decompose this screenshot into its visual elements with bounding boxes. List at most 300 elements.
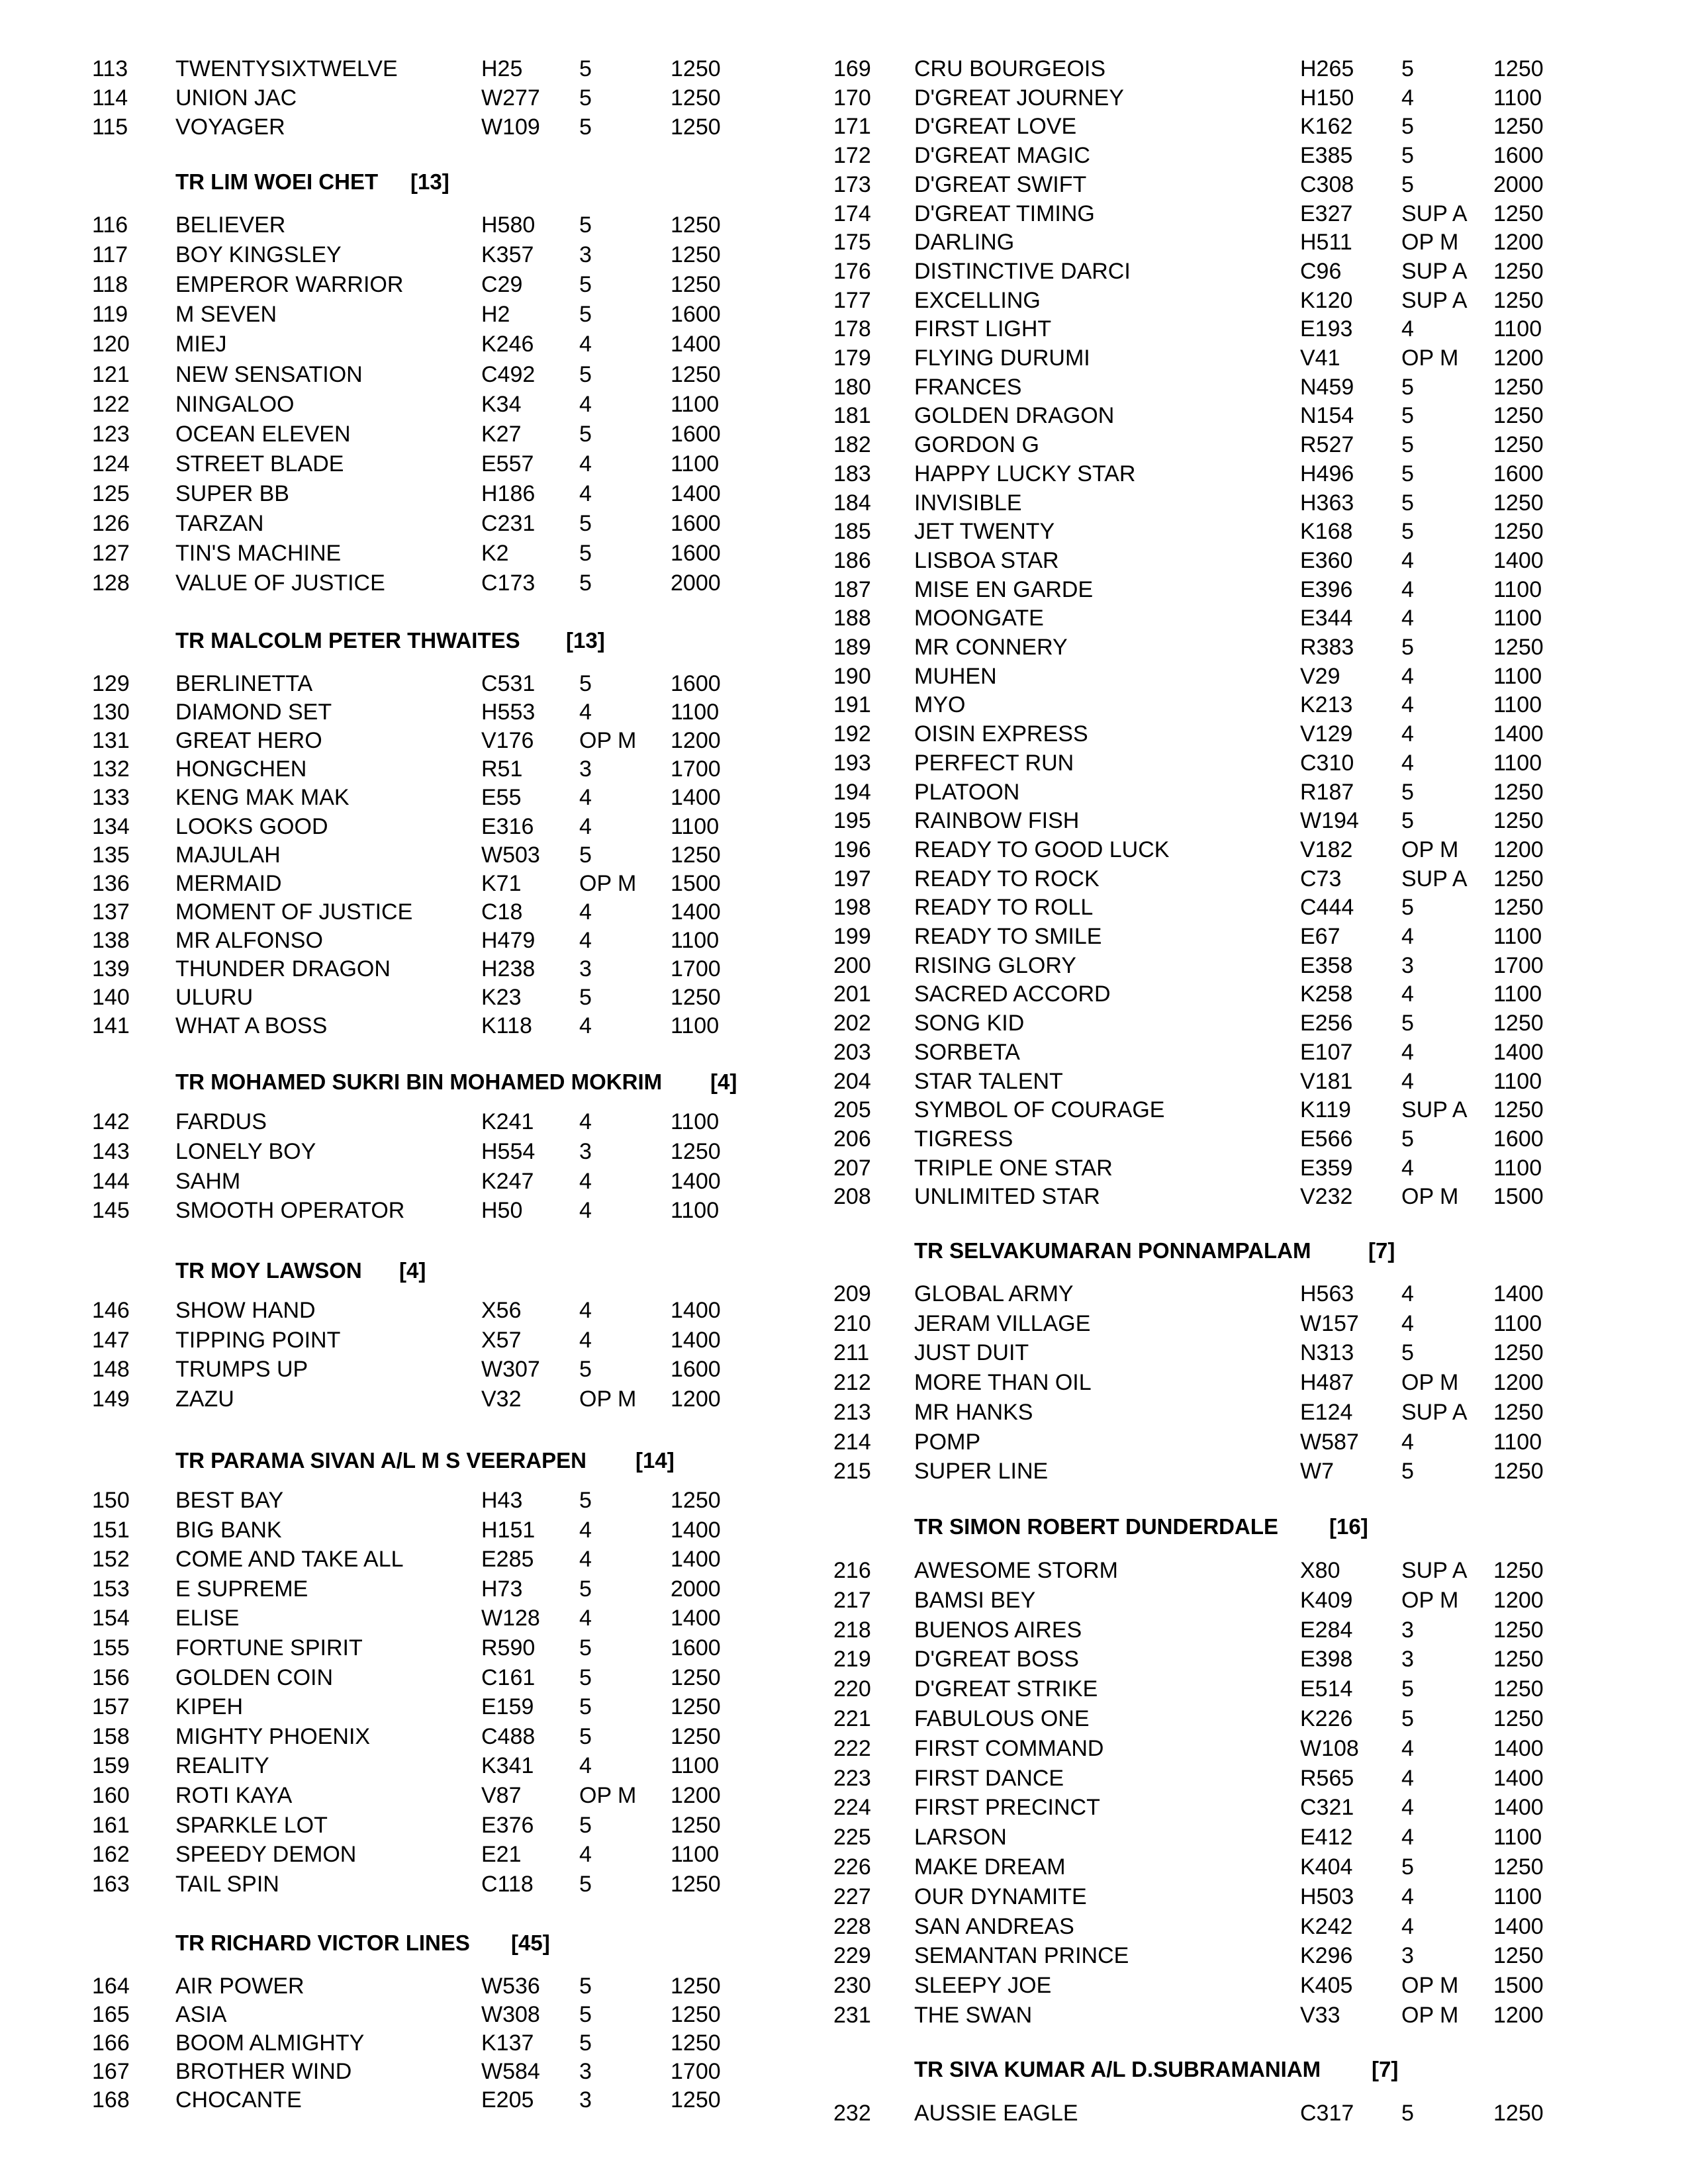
horse-code: H553	[481, 700, 536, 725]
horse-code: C161	[481, 1664, 536, 1690]
entry-number: 114	[92, 85, 128, 111]
table-row	[0, 897, 861, 927]
horse-code: C29	[481, 272, 523, 298]
race-class: 5	[579, 1694, 592, 1720]
horse-name: TWENTYSIXTWELVE	[175, 56, 398, 81]
distance: 1600	[671, 1357, 721, 1383]
distance: 1700	[1493, 952, 1544, 978]
horse-code: K242	[1300, 1913, 1353, 1939]
race-class: 5	[579, 272, 592, 298]
table-row	[0, 2000, 861, 2029]
entry-number: 165	[92, 2002, 130, 2028]
table-row	[0, 1663, 861, 1692]
entry-number: 167	[92, 2059, 130, 2085]
horse-code: W587	[1300, 1429, 1359, 1455]
horse-code: E284	[1300, 1617, 1353, 1643]
horse-code: R527	[1300, 432, 1354, 458]
distance: 1100	[1493, 981, 1542, 1007]
horse-code: E358	[1300, 952, 1353, 978]
horse-name: BEST BAY	[175, 1488, 284, 1513]
horse-code: C444	[1300, 895, 1354, 921]
horse-name: THE SWAN	[914, 2003, 1033, 2028]
horse-code: V129	[1300, 721, 1353, 747]
horse-name: BOOM ALMIGHTY	[175, 2030, 365, 2056]
race-class: SUP A	[1401, 287, 1468, 313]
entry-number: 121	[92, 361, 130, 387]
distance: 1100	[1493, 663, 1542, 689]
distance: 1200	[671, 1387, 721, 1412]
race-class: 5	[579, 114, 592, 140]
table-row	[0, 669, 861, 698]
distance: 1250	[1493, 374, 1544, 400]
race-class: 4	[1401, 316, 1414, 342]
entry-number: 176	[833, 258, 871, 284]
trainer-header	[739, 2055, 1600, 2084]
race-class: 4	[1401, 924, 1414, 949]
horse-name: SUPER LINE	[914, 1459, 1049, 1484]
table-row	[739, 1734, 1600, 1763]
table-row	[739, 1309, 1600, 1338]
horse-code: K118	[481, 1013, 532, 1039]
entry-number: 172	[833, 143, 871, 169]
horse-name: UNLIMITED STAR	[914, 1184, 1100, 1210]
entry-number: 148	[92, 1357, 130, 1383]
distance: 1100	[671, 1198, 720, 1224]
distance: 1250	[671, 1812, 721, 1838]
table-row	[739, 1586, 1600, 1615]
horse-code: R187	[1300, 779, 1354, 805]
entry-number: 214	[833, 1429, 871, 1455]
race-class: 3	[579, 2087, 592, 2113]
horse-code: K119	[1300, 1097, 1351, 1123]
horse-code: K246	[481, 332, 534, 357]
table-row	[739, 690, 1600, 719]
table-row	[739, 633, 1600, 662]
horse-name: INVISIBLE	[914, 490, 1022, 516]
trainer-count: [45]	[511, 1931, 550, 1955]
trainer-header	[0, 1256, 861, 1285]
horse-name: LISBOA STAR	[914, 547, 1059, 573]
race-class: 4	[1401, 721, 1414, 747]
horse-name: MORE THAN OIL	[914, 1370, 1092, 1396]
horse-code: H554	[481, 1138, 536, 1164]
horse-name: OCEAN ELEVEN	[175, 421, 351, 447]
distance: 1600	[671, 421, 721, 447]
horse-name: ROTI KAYA	[175, 1783, 293, 1808]
horse-code: K27	[481, 421, 522, 447]
horse-name: SPEEDY DEMON	[175, 1842, 357, 1868]
horse-name: KIPEH	[175, 1694, 244, 1720]
distance: 1250	[1493, 287, 1544, 313]
race-class: SUP A	[1401, 1558, 1468, 1583]
entry-number: 210	[833, 1310, 871, 1336]
entry-number: 120	[92, 332, 130, 357]
race-class: 4	[1401, 1155, 1414, 1181]
table-row	[739, 1368, 1600, 1397]
distance: 1250	[1493, 779, 1544, 805]
entry-number: 145	[92, 1198, 130, 1224]
horse-name: MIGHTY PHOENIX	[175, 1723, 371, 1749]
race-class: 5	[579, 1488, 592, 1513]
horse-code: E327	[1300, 201, 1353, 226]
table-row	[0, 754, 861, 784]
entry-number: 135	[92, 842, 130, 868]
horse-name: WHAT A BOSS	[175, 1013, 328, 1039]
distance: 1250	[1493, 201, 1544, 226]
distance: 1400	[671, 1327, 721, 1353]
horse-name: GOLDEN DRAGON	[914, 403, 1115, 429]
entry-number: 117	[92, 242, 128, 268]
horse-code: H186	[481, 480, 536, 506]
trainer-header	[0, 1929, 861, 1958]
table-row	[739, 401, 1600, 430]
horse-code: K341	[481, 1753, 534, 1779]
horse-name: MAKE DREAM	[914, 1854, 1066, 1880]
table-row	[739, 1941, 1600, 1970]
table-row	[0, 1107, 861, 1136]
table-row	[739, 2001, 1600, 2030]
entry-number: 163	[92, 1871, 130, 1897]
entry-number: 182	[833, 432, 871, 458]
horse-name: FARDUS	[175, 1109, 267, 1134]
horse-code: H363	[1300, 490, 1354, 516]
horse-name: TRUMPS UP	[175, 1357, 308, 1383]
table-row	[739, 1154, 1600, 1183]
horse-name: THUNDER DRAGON	[175, 956, 391, 981]
distance: 1250	[671, 2087, 721, 2113]
horse-name: MOMENT OF JUSTICE	[175, 899, 413, 925]
distance: 1600	[1493, 143, 1544, 169]
entry-number: 203	[833, 1039, 871, 1065]
horse-name: GLOBAL ARMY	[914, 1281, 1074, 1306]
distance: 1100	[1493, 316, 1542, 342]
race-class: 4	[1401, 1310, 1414, 1336]
race-class: 5	[579, 1812, 592, 1838]
horse-code: V33	[1300, 2003, 1340, 2028]
horse-code: K213	[1300, 692, 1353, 718]
horse-code: K258	[1300, 981, 1353, 1007]
race-class: 4	[1401, 750, 1414, 776]
horse-code: E359	[1300, 1155, 1353, 1181]
distance: 1500	[671, 870, 721, 896]
entry-number: 208	[833, 1184, 871, 1210]
horse-name: CHOCANTE	[175, 2087, 302, 2113]
table-row	[0, 1692, 861, 1721]
entry-number: 150	[92, 1488, 130, 1513]
entry-number: 152	[92, 1547, 130, 1572]
horse-name: GREAT HERO	[175, 728, 322, 754]
horse-code: E557	[481, 451, 534, 477]
table-row	[739, 257, 1600, 286]
table-row	[0, 1486, 861, 1515]
entry-number: 156	[92, 1664, 130, 1690]
race-class: 5	[579, 2030, 592, 2056]
race-class: 3	[1401, 1617, 1414, 1643]
distance: 1100	[671, 391, 720, 417]
distance: 1200	[1493, 230, 1544, 255]
entry-number: 174	[833, 201, 871, 226]
horse-name: STAR TALENT	[914, 1068, 1063, 1094]
race-class: 3	[1401, 1943, 1414, 1969]
table-row	[739, 1124, 1600, 1154]
race-class: 5	[1401, 143, 1414, 169]
horse-name: READY TO ROCK	[914, 866, 1100, 891]
horse-code: R590	[481, 1635, 536, 1661]
distance: 1250	[1493, 2101, 1544, 2126]
horse-code: V181	[1300, 1068, 1353, 1094]
table-row	[739, 979, 1600, 1009]
race-class: 5	[579, 511, 592, 536]
horse-name: ZAZU	[175, 1387, 234, 1412]
horse-name: SAN ANDREAS	[914, 1913, 1074, 1939]
entry-number: 215	[833, 1459, 871, 1484]
race-class: 3	[579, 2059, 592, 2085]
horse-code: H2	[481, 302, 510, 328]
distance: 2000	[671, 1576, 721, 1602]
race-class: 5	[579, 1723, 592, 1749]
table-row	[739, 286, 1600, 315]
table-row	[739, 1279, 1600, 1308]
distance: 1600	[671, 541, 721, 567]
horse-code: V182	[1300, 837, 1353, 862]
entry-number: 181	[833, 403, 871, 429]
entry-number: 192	[833, 721, 871, 747]
table-row	[739, 1556, 1600, 1585]
horse-name: FLYING DURUMI	[914, 345, 1090, 371]
table-row	[0, 726, 861, 755]
race-class: 5	[579, 302, 592, 328]
horse-code: K137	[481, 2030, 534, 2056]
entry-number: 162	[92, 1842, 130, 1868]
entry-number: 207	[833, 1155, 871, 1181]
entry-number: 201	[833, 981, 871, 1007]
distance: 1100	[1493, 1884, 1542, 1909]
table-row	[739, 1095, 1600, 1124]
horse-name: MR HANKS	[914, 1399, 1033, 1425]
race-class: 5	[579, 570, 592, 596]
race-class: 3	[579, 242, 592, 268]
race-class: 4	[1401, 1039, 1414, 1065]
horse-code: E396	[1300, 576, 1353, 602]
race-class: 5	[1401, 1459, 1414, 1484]
distance: 1600	[671, 671, 721, 696]
race-class: 4	[1401, 1825, 1414, 1850]
horse-code: W584	[481, 2059, 540, 2085]
distance: 1700	[671, 2059, 721, 2085]
trainer-name: TR LIM WOEI CHET	[175, 169, 379, 194]
table-row	[0, 1574, 861, 1604]
distance: 1250	[1493, 635, 1544, 660]
table-row	[0, 54, 861, 83]
entry-number: 169	[833, 56, 871, 81]
horse-code: H563	[1300, 1281, 1354, 1306]
table-row	[0, 926, 861, 955]
distance: 1250	[671, 1488, 721, 1513]
horse-code: K226	[1300, 1706, 1353, 1731]
table-row	[0, 569, 861, 598]
race-class: 5	[1401, 114, 1414, 140]
distance: 1250	[1493, 258, 1544, 284]
table-row	[739, 778, 1600, 807]
horse-name: LARSON	[914, 1825, 1007, 1850]
horse-code: C488	[481, 1723, 536, 1749]
entry-number: 180	[833, 374, 871, 400]
horse-name: SORBETA	[914, 1039, 1020, 1065]
distance: 1400	[671, 1517, 721, 1543]
entry-number: 168	[92, 2087, 130, 2113]
table-row	[0, 1011, 861, 1040]
race-class: 4	[579, 700, 592, 725]
horse-name: D'GREAT JOURNEY	[914, 85, 1124, 111]
horse-name: SONG KID	[914, 1011, 1025, 1036]
trainer-header	[0, 1068, 861, 1097]
table-row	[739, 1067, 1600, 1096]
horse-name: PERFECT RUN	[914, 750, 1074, 776]
table-row	[739, 922, 1600, 951]
entry-number: 143	[92, 1138, 130, 1164]
table-row	[0, 420, 861, 449]
table-row	[0, 1516, 861, 1545]
entry-number: 173	[833, 171, 871, 197]
race-class: 4	[579, 1547, 592, 1572]
race-class: 5	[1401, 403, 1414, 429]
entry-number: 154	[92, 1606, 130, 1631]
entry-number: 125	[92, 480, 130, 506]
horse-name: SEMANTAN PRINCE	[914, 1943, 1129, 1969]
entry-number: 197	[833, 866, 871, 891]
race-class: 4	[1401, 981, 1414, 1007]
race-class: 5	[1401, 808, 1414, 834]
race-class: 4	[579, 1606, 592, 1631]
horse-code: E376	[481, 1812, 534, 1838]
table-row	[0, 210, 861, 240]
horse-code: W503	[481, 842, 540, 868]
entry-number: 213	[833, 1399, 871, 1425]
entry-number: 131	[92, 728, 130, 754]
trainer-count: [4]	[710, 1069, 737, 1094]
horse-code: V29	[1300, 663, 1340, 689]
entry-number: 221	[833, 1706, 871, 1731]
distance: 1250	[1493, 1558, 1544, 1583]
horse-name: FIRST DANCE	[914, 1765, 1064, 1791]
race-class: 5	[579, 361, 592, 387]
distance: 1250	[671, 1974, 721, 1999]
distance: 1250	[671, 1138, 721, 1164]
race-class: 5	[1401, 171, 1414, 197]
race-class: 5	[1401, 519, 1414, 545]
race-class: 4	[1401, 576, 1414, 602]
horse-name: AUSSIE EAGLE	[914, 2101, 1078, 2126]
table-row	[739, 1182, 1600, 1211]
race-class: OP M	[1401, 1973, 1459, 1999]
race-class: 4	[1401, 606, 1414, 631]
entry-number: 206	[833, 1126, 871, 1152]
entry-number: 161	[92, 1812, 130, 1838]
table-row	[0, 300, 861, 329]
horse-name: LONELY BOY	[175, 1138, 316, 1164]
distance: 1200	[1493, 2003, 1544, 2028]
horse-name: POMP	[914, 1429, 981, 1455]
race-class: 5	[1401, 779, 1414, 805]
race-class: SUP A	[1401, 866, 1468, 891]
trainer-count: [14]	[635, 1448, 675, 1473]
distance: 1100	[1493, 1825, 1542, 1850]
table-row	[0, 1355, 861, 1384]
horse-code: H580	[481, 212, 536, 238]
table-row	[739, 719, 1600, 749]
race-class: 4	[579, 813, 592, 839]
table-row	[739, 1823, 1600, 1852]
horse-code: E398	[1300, 1647, 1353, 1672]
race-class: 5	[1401, 1854, 1414, 1880]
trainer-name: TR SIMON ROBERT DUNDERDALE	[914, 1514, 1278, 1539]
race-class: 4	[579, 785, 592, 811]
table-row	[739, 430, 1600, 459]
entry-number: 202	[833, 1011, 871, 1036]
entry-number: 115	[92, 114, 128, 140]
horse-code: H511	[1300, 230, 1352, 255]
table-row	[0, 1811, 861, 1840]
table-row	[0, 1137, 861, 1166]
table-row	[0, 270, 861, 299]
table-row	[0, 539, 861, 568]
entry-number: 157	[92, 1694, 130, 1720]
entry-number: 191	[833, 692, 871, 718]
horse-name: TIGRESS	[914, 1126, 1013, 1152]
race-class: OP M	[1401, 230, 1459, 255]
horse-name: SAHM	[175, 1168, 241, 1194]
table-row	[0, 1196, 861, 1225]
horse-name: BERLINETTA	[175, 671, 313, 696]
entry-number: 128	[92, 570, 130, 596]
horse-code: H479	[481, 927, 536, 953]
entry-number: 200	[833, 952, 871, 978]
horse-code: H25	[481, 56, 523, 81]
distance: 1400	[1493, 547, 1544, 573]
horse-code: K162	[1300, 114, 1353, 140]
table-row	[739, 749, 1600, 778]
entry-number: 126	[92, 511, 130, 536]
race-class: SUP A	[1401, 258, 1468, 284]
table-row	[739, 1398, 1600, 1427]
entry-number: 142	[92, 1109, 130, 1134]
horse-code: E193	[1300, 316, 1353, 342]
entry-number: 211	[833, 1340, 870, 1366]
entry-number: 225	[833, 1825, 871, 1850]
distance: 2000	[671, 570, 721, 596]
table-row	[739, 459, 1600, 488]
race-class: 5	[579, 421, 592, 447]
horse-name: ELISE	[175, 1606, 240, 1631]
table-row	[739, 2099, 1600, 2128]
table-row	[739, 1912, 1600, 1941]
horse-name: BELIEVER	[175, 212, 286, 238]
entry-number: 139	[92, 956, 130, 981]
race-class: 4	[1401, 1281, 1414, 1306]
horse-name: RISING GLORY	[914, 952, 1076, 978]
race-class: 4	[1401, 85, 1414, 111]
horse-code: H73	[481, 1576, 523, 1602]
entry-number: 164	[92, 1974, 130, 1999]
horse-code: X57	[481, 1327, 522, 1353]
distance: 1500	[1493, 1184, 1544, 1210]
table-row	[739, 517, 1600, 546]
horse-code: H487	[1300, 1370, 1354, 1396]
race-class: 3	[1401, 952, 1414, 978]
race-class: 4	[579, 1298, 592, 1323]
horse-name: LOOKS GOOD	[175, 813, 328, 839]
trainer-header	[0, 626, 861, 655]
